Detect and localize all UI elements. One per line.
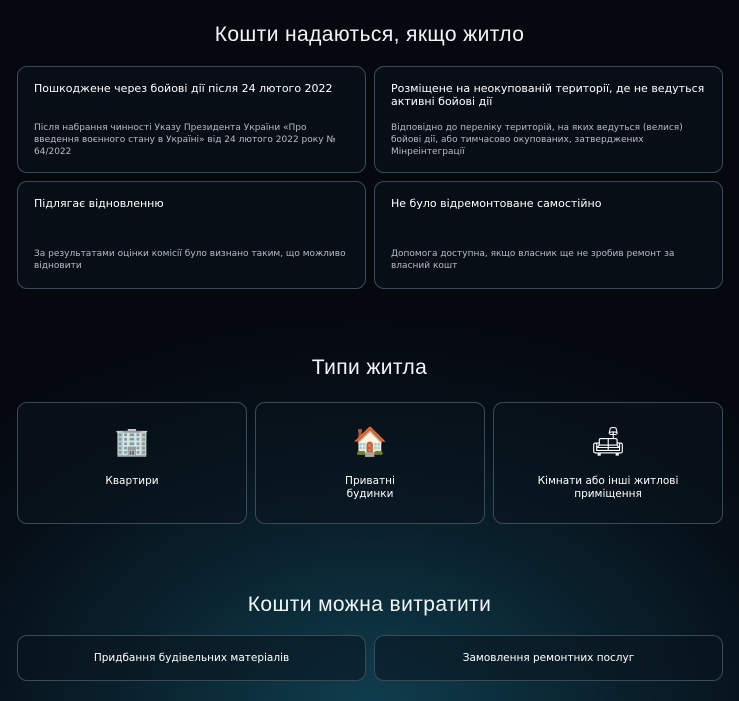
office-building-icon: 🏢 xyxy=(114,425,150,458)
condition-description: Допомога доступна, якщо власник ще не зробив ремонт за власний кошт xyxy=(391,249,675,271)
housing-type-label: Квартири xyxy=(105,475,159,487)
housing-type-private-houses xyxy=(255,402,485,524)
spend-option-label: Придбання будівельних матеріалів xyxy=(93,652,290,664)
housing-type-label: Приватні будинки xyxy=(345,475,395,500)
housing-type-apartments xyxy=(17,402,247,524)
spend-option-repair-services xyxy=(374,635,723,681)
condition-title: Розміщене на неокупованій території, де не ведуться активні бойові дії xyxy=(391,82,705,108)
couch-lamp-icon: 🛋 xyxy=(590,425,626,458)
condition-description: За результатами оцінки комісії було визнано таким, що можливо відновити xyxy=(34,249,346,271)
condition-title: Пошкоджене через бойові дії після 24 лютого 2022 xyxy=(34,82,333,95)
condition-description: Відповідно до переліку територій, на яких ведуться (велися) бойові дії, або тимчасово окупованих, затверджених Мінреінтеграції xyxy=(391,123,683,157)
housing-type-label: Кімнати або інші житлові приміщення xyxy=(537,475,679,500)
spend-section-title: Кошти можна витратити xyxy=(247,593,492,616)
spend-option-materials xyxy=(17,635,366,681)
conditions-section-title: Кошти надаються, якщо житло xyxy=(214,23,525,46)
condition-description: Після набрання чинності Указу Президента України «Про введення воєнного стану в Україні» від 24 лютого 2022 року № 64/2022 xyxy=(34,123,336,157)
condition-title: Підлягає відновленню xyxy=(34,197,164,210)
condition-card-not-repaired xyxy=(374,181,723,289)
house-icon: 🏠 xyxy=(352,425,388,458)
condition-card-non-occupied xyxy=(374,66,723,173)
condition-card-restorable xyxy=(17,181,366,289)
condition-title: Не було відремонтоване самостійно xyxy=(391,197,602,210)
condition-card-damaged xyxy=(17,66,366,173)
housing-type-rooms xyxy=(493,402,723,524)
spend-option-label: Замовлення ремонтних послуг xyxy=(462,652,635,664)
housing-types-section-title: Типи житла xyxy=(311,356,428,379)
